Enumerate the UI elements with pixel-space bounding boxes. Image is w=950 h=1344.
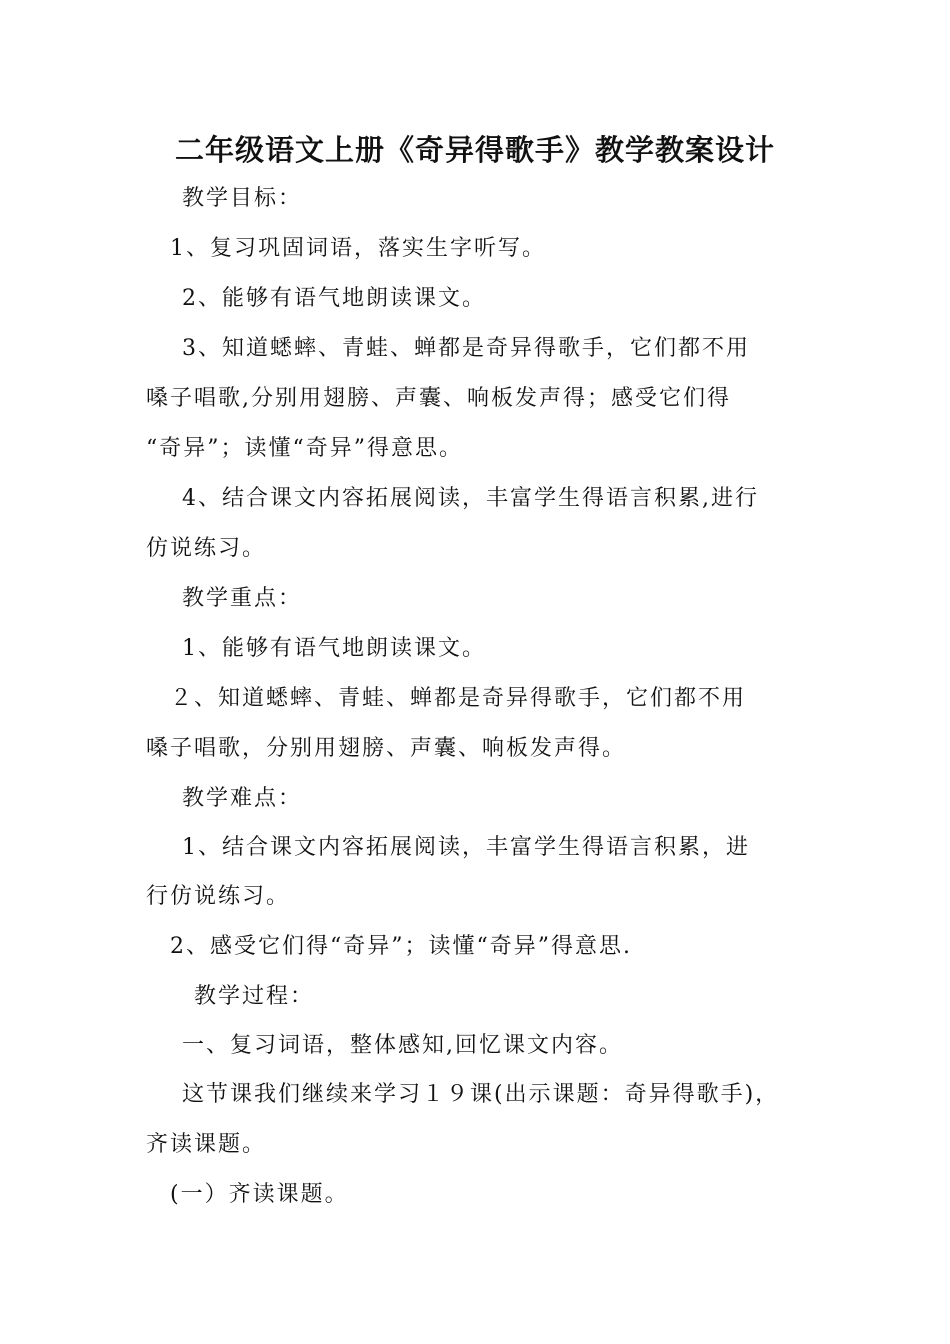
difficulty-item-1: 1、结合课文内容拓展阅读，丰富学生得语言积累，进 — [182, 835, 750, 860]
objective-item-2: 2、能够有语气地朗读课文。 — [182, 286, 486, 311]
key-point-item-2-cont: 嗓子唱歌，分别用翅膀、声囊、响板发声得。 — [146, 736, 627, 761]
document-title: 二年级语文上册《奇异得歌手》教学教案设计 — [174, 133, 775, 167]
difficulty-item-2: 2、感受它们得“奇异”；读懂“奇异”得意思. — [170, 934, 632, 959]
section-heading-objectives: 教学目标： — [182, 186, 303, 211]
process-substep-1: (一）齐读课题。 — [170, 1182, 349, 1207]
objective-item-4: 4、结合课文内容拓展阅读，丰富学生得语言积累,进行 — [182, 486, 759, 511]
process-paragraph-cont: 齐读课题。 — [146, 1132, 267, 1157]
difficulty-item-1-cont: 行仿说练习。 — [146, 884, 291, 909]
process-paragraph: 这节课我们继续来学习１９课(出示课题：奇异得歌手)， — [182, 1082, 780, 1107]
objective-item-3-cont-2: “奇异”；读懂“奇异”得意思。 — [146, 436, 463, 461]
section-heading-process: 教学过程： — [194, 984, 315, 1009]
objective-item-1: 1、复习巩固词语，落实生字听写。 — [170, 236, 546, 261]
objective-item-3-cont: 嗓子唱歌,分别用翅膀、声囊、响板发声得；感受它们得 — [146, 386, 731, 411]
key-point-item-2: ２、知道蟋蟀、青蛙、蝉都是奇异得歌手，它们都不用 — [170, 686, 747, 711]
objective-item-4-cont: 仿说练习。 — [146, 536, 267, 561]
section-heading-difficulties: 教学难点： — [182, 786, 303, 811]
objective-item-3: 3、知道蟋蟀、青蛙、蝉都是奇异得歌手，它们都不用 — [182, 336, 750, 361]
key-point-item-1: 1、能够有语气地朗读课文。 — [182, 636, 486, 661]
section-heading-key-points: 教学重点： — [182, 586, 303, 611]
process-step-1: 一、复习词语，整体感知,回忆课文内容。 — [182, 1033, 623, 1058]
